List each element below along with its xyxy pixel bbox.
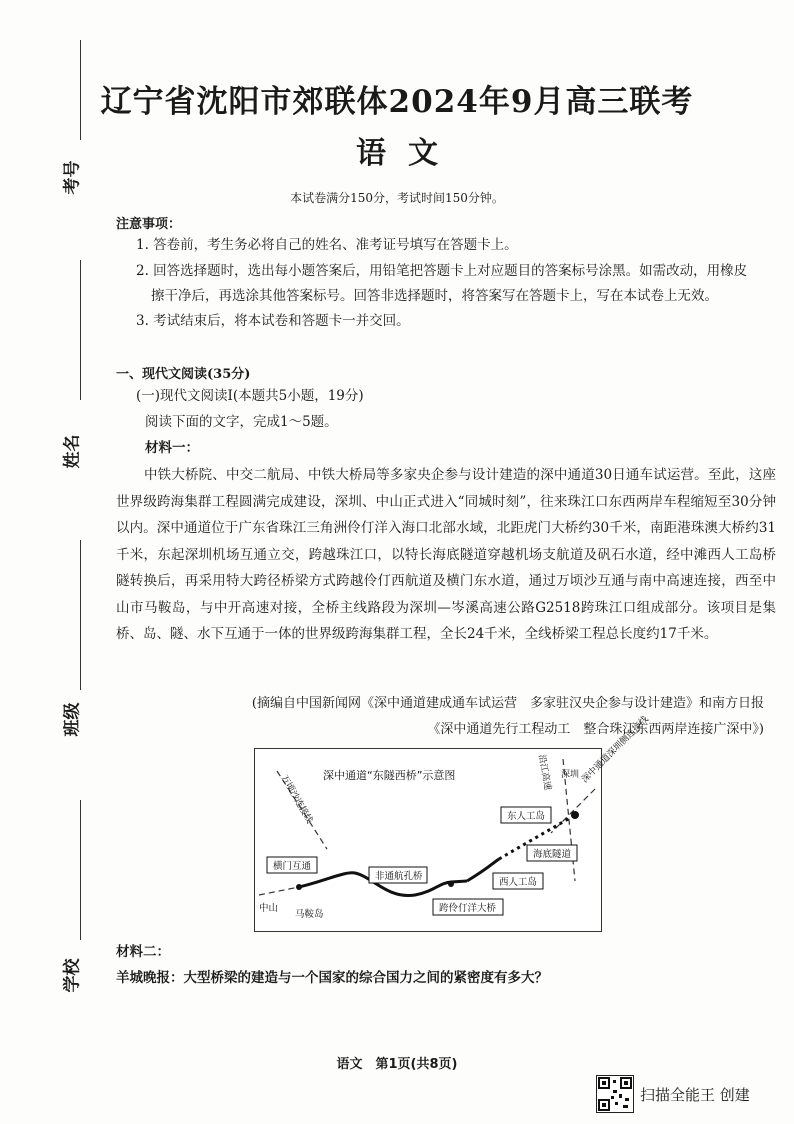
map-title: 深中通道“东隧西桥”示意图	[323, 769, 456, 782]
label-shenzhen-conn: 深中通道深圳侧连接线	[580, 714, 651, 786]
west-island-node	[448, 881, 454, 887]
label-non-nav-bridge: 非通航孔桥	[375, 871, 423, 882]
side-line-4	[80, 800, 81, 940]
label-lingding-bridge: 跨伶仃洋大桥	[439, 903, 497, 914]
side-label-kaohao: 考号	[62, 160, 83, 195]
label-wanqingsha: 万顷沙连接线	[278, 773, 315, 826]
side-label-xingming: 姓名	[62, 434, 83, 469]
section-heading: 一、现代文阅读(35分)	[116, 367, 251, 382]
material2-text: 羊城晚报：大型桥梁的建造与一个国家的综合国力之间的紧密度有多大？	[116, 970, 548, 986]
label-east-island: 东人工岛	[507, 811, 546, 822]
side-line-2	[80, 260, 81, 400]
material2-label: 材料二：	[116, 944, 170, 960]
source-line-1: (摘编自中国新闻网《深中通道建成通车试运营 多家驻汉央企参与设计建造》和南方日报	[251, 696, 764, 711]
side-label-banji: 班级	[62, 702, 83, 737]
section-sub: (一)现代文阅读Ⅰ(本题共5小题，19分)	[136, 388, 364, 404]
label-west-island: 西人工岛	[499, 877, 538, 888]
page-footer: 语文 第1页(共8页)	[336, 1057, 458, 1072]
zhongshan-dash-line	[259, 887, 299, 895]
material1-label: 材料一：	[145, 440, 199, 456]
material1-text: 中铁大桥院、中交二航局、中铁大桥局等多家央企参与设计建造的深中通道30日通车试运营。至此，这座世界级跨海集群工程圆满完成建设，深圳、中山正式进入“同城时刻”，往来珠江口东西两岸车程缩短至30分钟以内。深中通道位于广东省珠江三角洲伶仃洋入海口北部水域，北距虎门大桥约30千米，南距港珠澳大桥约31千米，东起深圳机场互通立交，跨越珠江口，以特长海底隧道穿越机场支航道及矾石水道，经中滩西人工岛桥隧转换后，再采用特大跨径桥梁方式跨越伶仃西航道及横门东水道，通过万顷沙互通与南中高速连接，西至中山市马鞍岛，与中开高速对接，全桥主线路段为深圳—岑溪高速公路G2518跨珠江口组成部分。该项目是集桥、岛、隧、水下互通于一体的世界级跨海集群工程，全长24千米，全线桥梁工程总长度约17千米。	[116, 467, 776, 642]
label-shenzhen: 深圳	[561, 770, 580, 780]
exam-note: 本试卷满分150分，考试时间150分钟。	[290, 191, 504, 205]
side-label-xuexiao: 学校	[62, 958, 83, 993]
qr-code-icon	[596, 1075, 634, 1113]
label-zhongshan: 中山	[259, 903, 279, 914]
notice-item-1: 1. 答卷前，考生务必将自己的姓名、准考证号填写在答题卡上。	[136, 237, 518, 253]
label-hengmen: 横门互通	[273, 861, 312, 872]
notice-item-3: 3. 考试结束后，将本试卷和答题卡一并交回。	[136, 313, 410, 329]
hengmen-node	[296, 884, 302, 890]
east-island-node	[571, 811, 579, 819]
label-maan: 马鞍岛	[295, 909, 324, 920]
notice-item-2: 2. 回答选择题时，选出每小题答案后，用铅笔把答题卡上对应题目的答案标号涂黑。如需改动，用橡皮	[136, 263, 748, 279]
notice-item-2-cont: 擦干净后，再选涂其他答案标号。回答非选择题时，将答案写在答题卡上，写在本试卷上无效。	[151, 288, 718, 304]
side-line-3	[80, 540, 81, 690]
exam-title: 辽宁省沈阳市郊联体2024年9月高三联考	[100, 84, 694, 120]
shenzhen-conn-line	[551, 789, 595, 833]
section-instruction: 阅读下面的文字，完成1～5题。	[145, 414, 338, 430]
label-seabed-tunnel: 海底隧道	[533, 849, 572, 860]
scanner-watermark: 扫描全能王 创建	[640, 1086, 750, 1104]
notice-heading: 注意事项：	[116, 217, 182, 232]
source-line-2: 《深中通道先行工程动工 整合珠江东西两岸连接广深中》)	[427, 722, 764, 737]
subject-title: 语文	[356, 136, 460, 171]
label-yanjiang: 沿江高速	[536, 753, 553, 791]
